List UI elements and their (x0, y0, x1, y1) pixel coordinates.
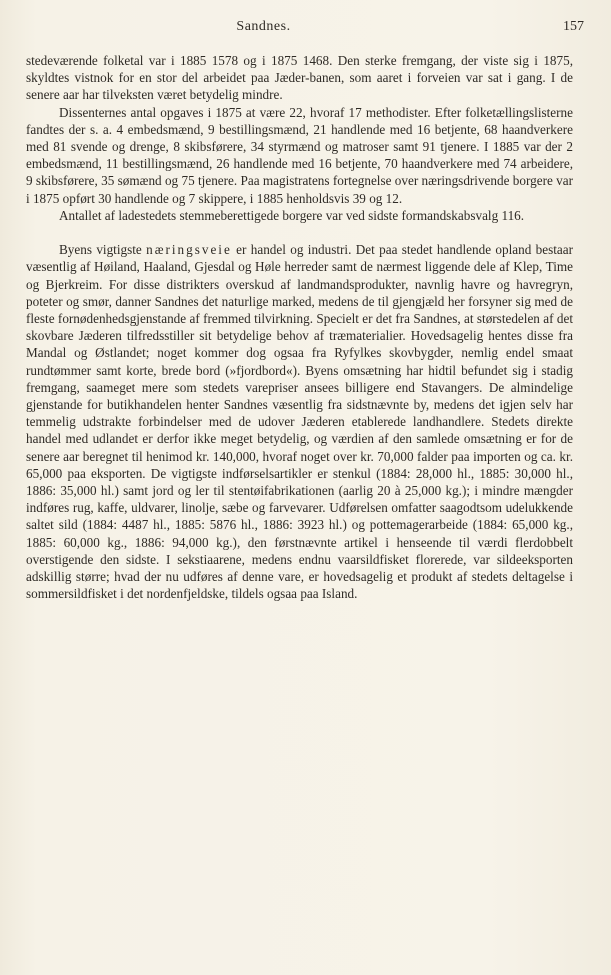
trade-body: er handel og industri. Det paa stedet handlende opland bestaar væsentlig af Høiland, Haaland, Gjesdal og Høle herreder samt de nærmest liggende dele af Klep, Time og Bjerkreim. For disse distrikters overskud af landmandsprodukter, navnlig havre og havregryn, poteter og smør, danner Sandnes det naturlige marked, medens de til gjengjæld her forsyner sig med de fleste fornødenhedsgjenstande af fremmed tilvirkning. Specielt er det fra Sandnes, at størstedelen af det skovbare Jæderen tilfredsstiller sit betydelige behov af træmaterialier. Hovedsagelig hentes disse fra Mandal og Østlandet; noget kommer dog ogsaa fra Ryfylkes skovbygder, nemlig endel smaat rundtømmer samt korte, brede bord (»fjordbord«). Byens omsætning har hidtil befundet sig i stadig fremgang, saameget mere som stedets varepriser ansees billigere end Stavangers. De almindelige gjenstande for butikhandelen henter Sandnes væsentlig fra sidstnævnte by, medens det igjen selv har temmelig udstrakte forbindelser med de udover Jæderen etablerede landhandlere. Stedets direkte handel med udlandet er derfor ikke meget betydelig, og værdien af den samlede omsætning er for de senere aar beregnet til henimod kr. 140,000, hvoraf noget over kr. 70,000 falder paa importen og ca. kr. 65,000 paa eksporten. De vigtigste indførselsartikler er stenkul (1884: 28,000 hl., 1885: 30,000 hl., 1886: 35,000 hl.) samt jord og ler til stentøifabrikationen (aarlig 20 à 25,000 kg.); i mindre mængder indføres rug, kaffe, uldvarer, linolje, sæbe og farvevarer. Udførelsen omfatter saagodtsom udelukkende saltet sild (1884: 4487 hl., 1885: 5876 hl., 1886: 3923 hl.) og pottemagerarbeide (1884: 65,000 kg., 1885: 60,000 kg., 1886: 94,000 kg.), den førstnævnte artikel i henseende til værdi flerdobbelt overstigende den sidste. I sekstiaarene, medens endnu vaarsildfisket florerede, var sildeeksporten adskillig større; hvad der nu udføres af denne vare, er hovedsagelig et produkt af stedets deltagelse i sommersildfisket i det nordenfjeldske, tildels ogsaa paa Island. (26, 242, 573, 602)
spaced-term: næringsveie (146, 242, 232, 258)
trade-intro: Byens vigtigste (59, 242, 147, 258)
paragraph-trade (26, 241, 573, 602)
page-header (26, 16, 584, 40)
body-text (26, 52, 573, 602)
page-number: 157 (563, 19, 584, 34)
paragraph-occupations: Dissenternes antal opgaves i 1875 at være 22, hvoraf 17 methodister. Efter folketællingslisterne fandtes der s. a. 4 embedsmænd, 9 bestillingsmænd, 21 handlende med 16 betjente, 68 haandverkere med 81 svende og drenge, 8 skibsførere, 34 styrmænd og matroser samt 91 tjenere. I 1885 var der 2 embedsmænd, 11 bestillingsmænd, 26 handlende med 16 betjente, 70 haandverkere med 74 arbeidere, 9 skibsførere, 35 sømænd og 75 tjenere. Paa magistratens fortegnelse over næringsdrivende borgere var i 1875 opført 30 handlende og 7 skippere, i 1885 henholdsvis 39 og 12. (26, 104, 573, 206)
paragraph-voters: Antallet af ladestedets stemmeberettigede borgere var ved sidste formandskabsvalg 116. (59, 207, 525, 223)
paragraph-population: stedeværende folketal var i 1885 1578 og i 1875 1468. Den sterke fremgang, der viste sig i 1875, skyldtes vistnok for en stor del arbeidet paa Jæder-banen, som aaret i forveien var sat i gang. I de senere aar har tilveksten været betydelig mindre. (26, 53, 573, 103)
running-head: Sandnes. (236, 19, 291, 34)
